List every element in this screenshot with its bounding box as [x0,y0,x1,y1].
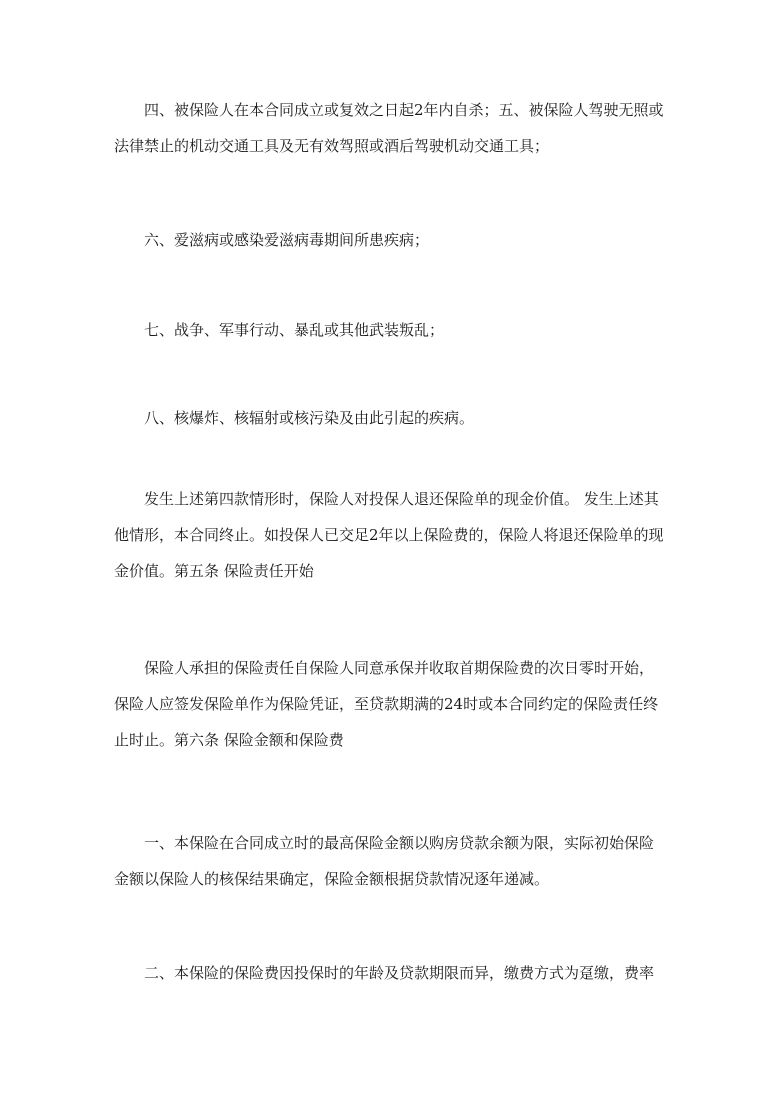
text-line: 保险人应签发保险单作为保险凭证，至贷款期满的24时或本合同约定的保险责任终 [114,695,659,713]
text-line: 八、核爆炸、核辐射或核污染及由此引起的疾病。 [144,409,475,427]
paragraph-sum-insured [114,825,666,897]
text-line: 法律禁止的机动交通工具及无有效驾照或酒后驾驶机动交通工具； [114,137,550,155]
paragraph-exclusion-6 [114,222,666,258]
text-line: 六、爱滋病或感染爱滋病毒期间所患疾病； [144,231,430,249]
paragraph-liability-start [114,650,666,758]
text-line: 七、战争、军事行动、暴乱或其他武装叛乱； [144,321,445,339]
text-line: 一、本保险在合同成立时的最高保险金额以购房贷款余额为限，实际初始保险 [144,834,655,852]
text-line: 四、被保险人在本合同成立或复效之日起2年内自杀；五、被保险人驾驶无照或 [144,101,664,119]
paragraph-exclusion-8 [114,400,666,436]
text-line: 发生上述第四款情形时，保险人对投保人退还保险单的现金价值。 发生上述其 [144,490,659,508]
text-line: 止时止。第六条 保险金额和保险费 [114,731,344,749]
text-line: 金额以保险人的核保结果确定，保险金额根据贷款情况逐年递减。 [114,870,550,888]
text-line: 二、本保险的保险费因投保时的年龄及贷款期限而异，缴费方式为趸缴，费率 [144,964,655,982]
paragraph-exclusion-4-5 [114,92,666,164]
paragraph-premium [114,955,666,991]
paragraph-exclusion-7 [114,312,666,348]
text-line: 他情形，本合同终止。如投保人已交足2年以上保险费的，保险人将退还保险单的现 [114,526,664,544]
text-line: 保险人承担的保险责任自保险人同意承保并收取首期保险费的次日零时开始， [144,659,655,677]
text-line: 金价值。第五条 保险责任开始 [114,562,314,580]
paragraph-cash-value [114,481,666,589]
